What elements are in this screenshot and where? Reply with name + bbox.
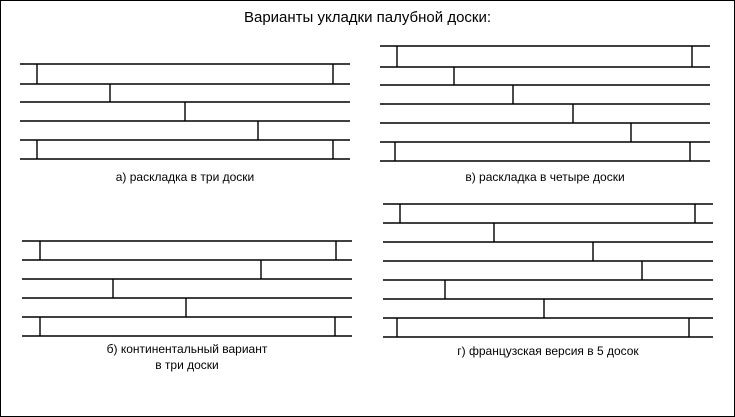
caption-three-boards (20, 169, 350, 185)
caption-continental-three-boards (22, 341, 352, 373)
figure-title: Варианты укладки палубной доски: (243, 9, 492, 26)
caption-french-five-boards (383, 343, 713, 359)
diagram-four-boards (380, 46, 710, 161)
diagram-french-five-boards (383, 204, 713, 337)
caption-four-boards (380, 169, 710, 185)
caption-line: в три доски (155, 358, 219, 372)
diagram-continental-three-boards (22, 241, 352, 336)
caption-line: б) континентальный вариант (106, 342, 268, 356)
caption-line: г) французская версия в 5 досок (457, 344, 639, 358)
diagram-three-boards (20, 64, 350, 159)
caption-line: в) раскладка в четыре доски (465, 170, 625, 184)
caption-line: а) раскладка в три доски (115, 170, 255, 184)
